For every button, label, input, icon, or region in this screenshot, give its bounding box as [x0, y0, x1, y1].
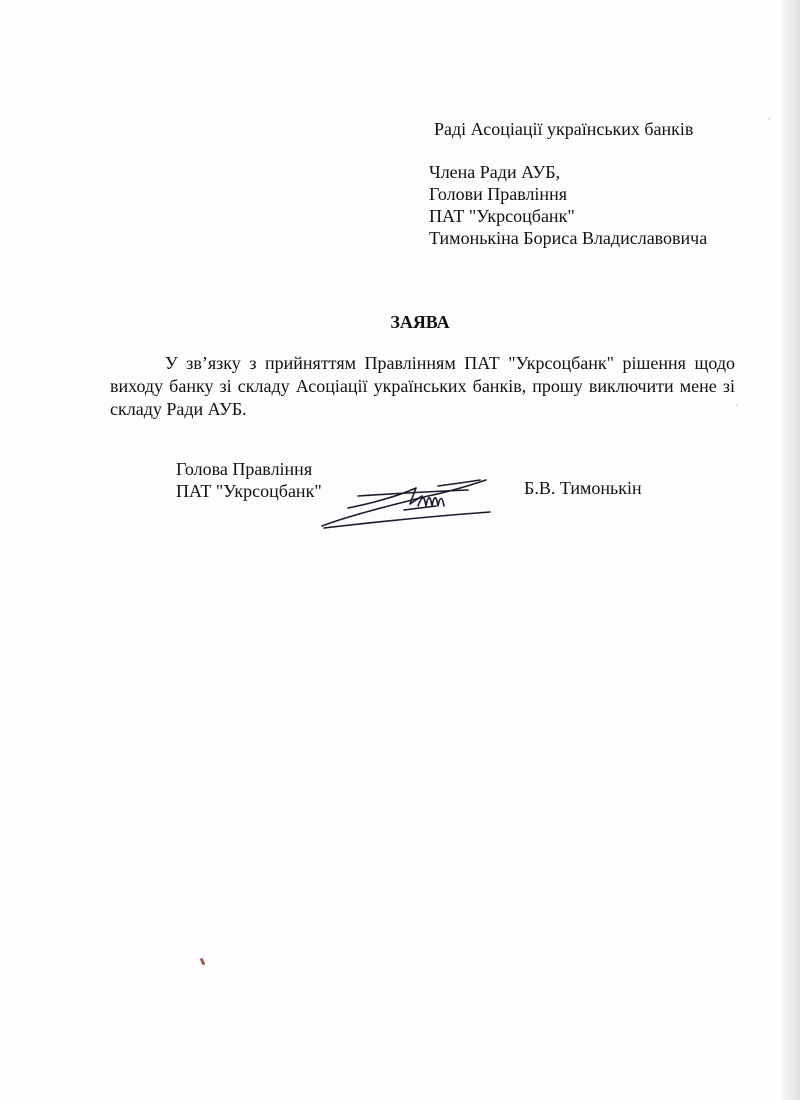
- handwritten-signature: [318, 466, 498, 532]
- ink-mark: [200, 958, 206, 966]
- signatory-name: Б.В. Тимонькін: [524, 478, 642, 498]
- addressee: Раді Асоціації українських банків: [434, 119, 694, 139]
- signatory-position-line-1: Голова Правління: [176, 459, 313, 479]
- scan-speck: [768, 118, 770, 120]
- document-title: ЗАЯВА: [390, 312, 450, 332]
- sender-line-2: Голови Правління: [429, 184, 567, 204]
- sender-line-1: Члена Ради АУБ,: [429, 162, 561, 182]
- signatory-position-line-2: ПАТ "Укрсоцбанк": [176, 481, 322, 501]
- sender-line-4: Тимонькіна Бориса Владиславовича: [429, 228, 708, 248]
- sender-line-3: ПАТ "Укрсоцбанк": [429, 206, 575, 226]
- scan-edge-shadow: [778, 0, 800, 1100]
- scan-speck: [736, 404, 738, 406]
- document-body: У зв’язку з прийняттям Правлінням ПАТ "Укрсоцбанк" рішення щодо виходу банку зі складу Асоціації українських банків, прошу виключити мене зі складу Ради АУБ.: [110, 353, 735, 419]
